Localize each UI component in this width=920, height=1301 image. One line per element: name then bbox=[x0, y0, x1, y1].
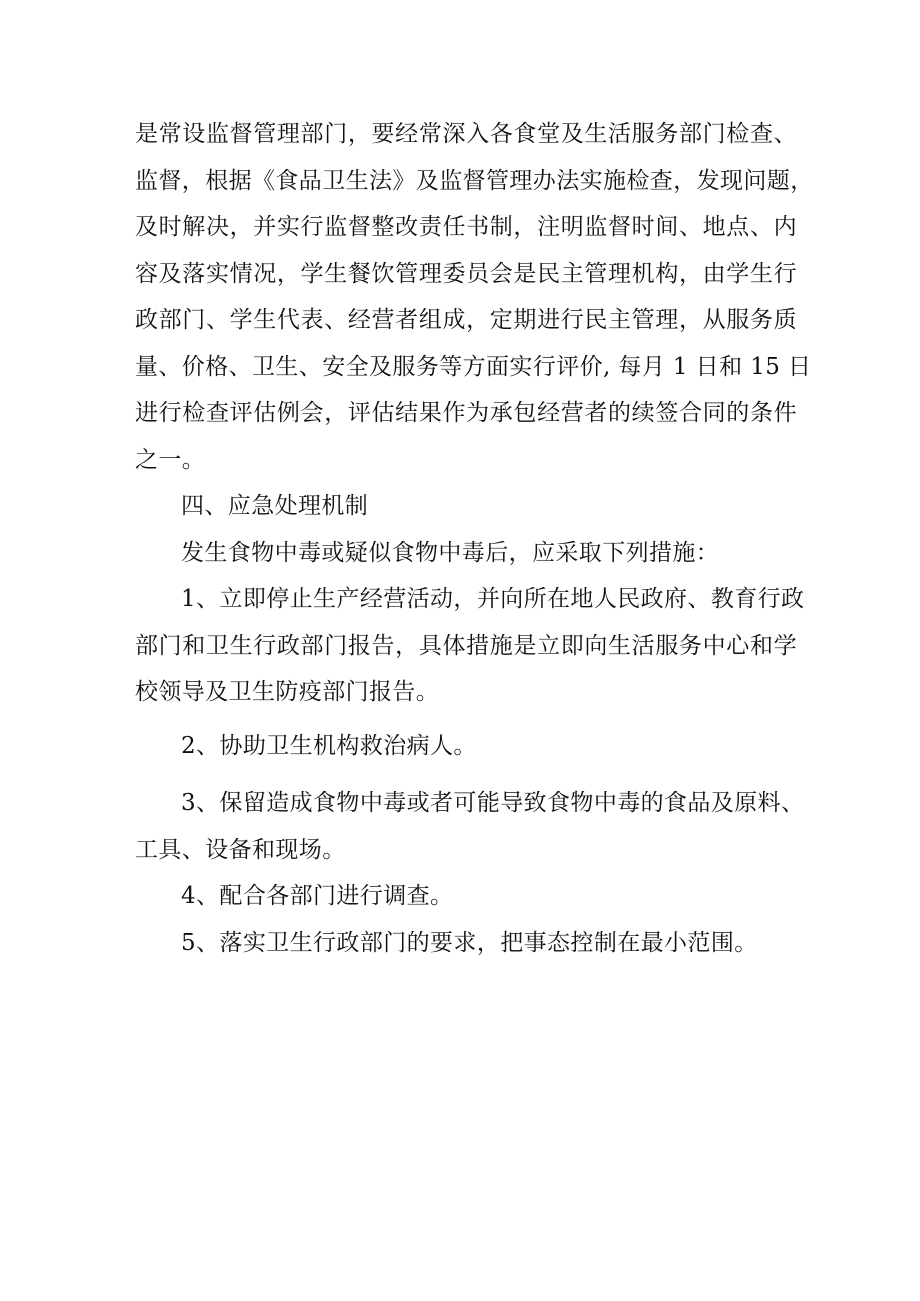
text-line: 进行检查评估例会，评估结果作为承包经营者的续签合同的条件 bbox=[135, 400, 797, 426]
document-body bbox=[135, 119, 814, 974]
text-line: 部门和卫生行政部门报告，具体措施是立即向生活服务中心和学 bbox=[135, 632, 797, 659]
list-item-5: 5、落实卫生行政部门的要求，把事态控制在最小范围。 bbox=[181, 929, 758, 956]
list-item-1 bbox=[135, 584, 805, 707]
section-heading-emergency: 四、应急处理机制 bbox=[181, 493, 369, 519]
text-line: 校领导及卫生防疫部门报告。 bbox=[135, 679, 440, 705]
text-line: 政部门、学生代表、经营者组成，定期进行民主管理，从服务质 bbox=[135, 307, 797, 333]
text-line: 工具、设备和现场。 bbox=[135, 836, 346, 863]
list-item-2: 2、协助卫生机构救治病人。 bbox=[181, 733, 477, 759]
list-item-4: 4、配合各部门进行调查。 bbox=[181, 883, 454, 909]
list-item-3 bbox=[135, 788, 805, 865]
text-line: 监督，根据《食品卫生法》及监督管理办法实施检查，发现问题， bbox=[135, 167, 814, 194]
text-line: 1、立即停止生产经营活动，并向所在地人民政府、教育行政 bbox=[181, 586, 805, 612]
paragraph-intro: 发生食物中毒或疑似食物中毒后，应采取下列措施： bbox=[181, 539, 720, 566]
text-line: 及时解决，并实行监督整改责任书制，注明监督时间、地点、内 bbox=[135, 214, 797, 240]
text-line: 之一。 bbox=[135, 446, 206, 473]
text-line: 是常设监督管理部门，要经常深入各食堂及生活服务部门检查、 bbox=[135, 121, 797, 147]
text-line: 容及落实情况，学生餐饮管理委员会是民主管理机构，由学生行 bbox=[135, 260, 797, 287]
text-line: 量、价格、卫生、安全及服务等方面实行评价, 每月 1 日和 15 日 bbox=[135, 353, 812, 380]
text-line: 3、保留造成食物中毒或者可能导致食物中毒的食品及原料、 bbox=[181, 790, 805, 816]
paragraph-supervision bbox=[135, 119, 814, 475]
